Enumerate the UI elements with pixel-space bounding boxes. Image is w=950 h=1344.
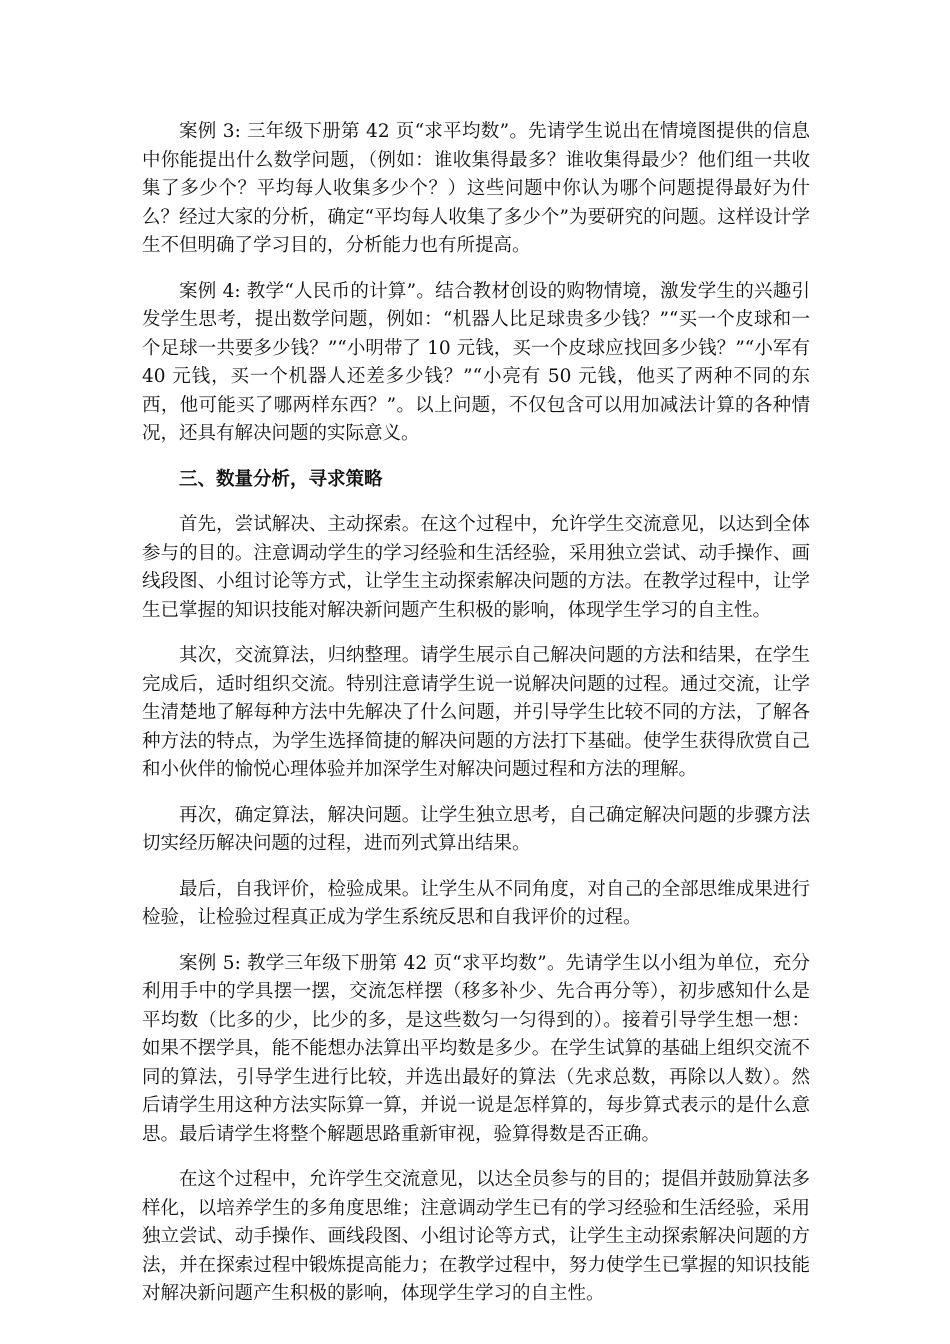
final-step-paragraph: 最后，自我评价，检验成果。让学生从不同角度，对自己的全部思维成果进行检验，让检验过程真正成为学生系统反思和自我评价的过程。	[142, 878, 810, 928]
case-4-paragraph: 案例 4: 教学“人民币的计算”。结合教材创设的购物情境，激发学生的兴趣引发学生思考，提出数学问题，例如：“机器人比足球贵多少钱？”“买一个皮球和一个足球一共要多少钱？”“小明带了 10 元钱，买一个皮球应找回多少钱？”“小军有 40 元钱，买一个机器人还差多少钱？”“小亮有 50 元钱，他买了两种不同的东西，他可能买了哪两样东西？”。以上问题，不仅包含可以用加减法计算的各种情况，还具有解决问题的实际意义。	[142, 280, 810, 444]
document-page	[142, 118, 810, 1326]
section-heading-3: 三、数量分析，寻求策略	[179, 468, 383, 490]
second-step-paragraph: 其次，交流算法，归纳整理。请学生展示自己解决问题的方法和结果，在学生完成后，适时组织交流。特别注意请学生说一说解决问题的过程。通过交流，让学生清楚地了解每种方法中先解决了什么问题，并引导学生比较不同的方法，了解各种方法的特点，为学生选择简捷的解决问题的方法打下基础。使学生获得欣赏自己和小伙伴的愉悦心理体验并加深学生对解决问题过程和方法的理解。	[142, 645, 810, 780]
third-step-paragraph: 再次，确定算法，解决问题。让学生独立思考，自己确定解决问题的步骤方法切实经历解决问题的过程，进而列式算出结果。	[142, 804, 810, 854]
summary-paragraph: 在这个过程中，允许学生交流意见，以达全员参与的目的；提倡并鼓励算法多样化，以培养学生的多角度思维；注意调动学生已有的学习经验和生活经验，采用独立尝试、动手操作、画线段图、小组讨论等方式，让学生主动探索解决问题的方法，并在探索过程中锻炼提高能力；在教学过程中，努力使学生已掌握的知识技能对解决新问题产生积极的影响，体现学生学习的自主性。	[142, 1169, 810, 1304]
case-5-paragraph: 案例 5: 教学三年级下册第 42 页“求平均数”。先请学生以小组为单位，充分利用手中的学具摆一摆，交流怎样摆（移多补少、先合再分等），初步感知什么是平均数（比多的少，比少的多，是这些数匀一匀得到的）。接着引导学生想一想：如果不摆学具，能不能想办法算出平均数是多少。在学生试算的基础上组织交流不同的算法，引导学生进行比较，并选出最好的算法（先求总数，再除以人数）。然后请学生用这种方法实际算一算，并说一说是怎样算的，每步算式表示的是什么意思。最后请学生将整个解题思路重新审视，验算得数是否正确。	[142, 952, 810, 1145]
first-step-paragraph: 首先，尝试解决、主动探索。在这个过程中，允许学生交流意见，以达到全体参与的目的。注意调动学生的学习经验和生活经验，采用独立尝试、动手操作、画线段图、小组讨论等方式，让学生主动探索解决问题的方法。在教学过程中，让学生已掌握的知识技能对解决新问题产生积极的影响，体现学生学习的自主性。	[142, 514, 810, 621]
case-3-paragraph: 案例 3: 三年级下册第 42 页“求平均数”。先请学生说出在情境图提供的信息中你能提出什么数学问题，（例如：谁收集得最多？谁收集得最少？他们组一共收集了多少个？平均每人收集多少个？）这些问题中你认为哪个问题提得最好为什么？经过大家的分析，确定“平均每人收集了多少个”为要研究的问题。这样设计学生不但明确了学习目的，分析能力也有所提高。	[142, 121, 810, 256]
